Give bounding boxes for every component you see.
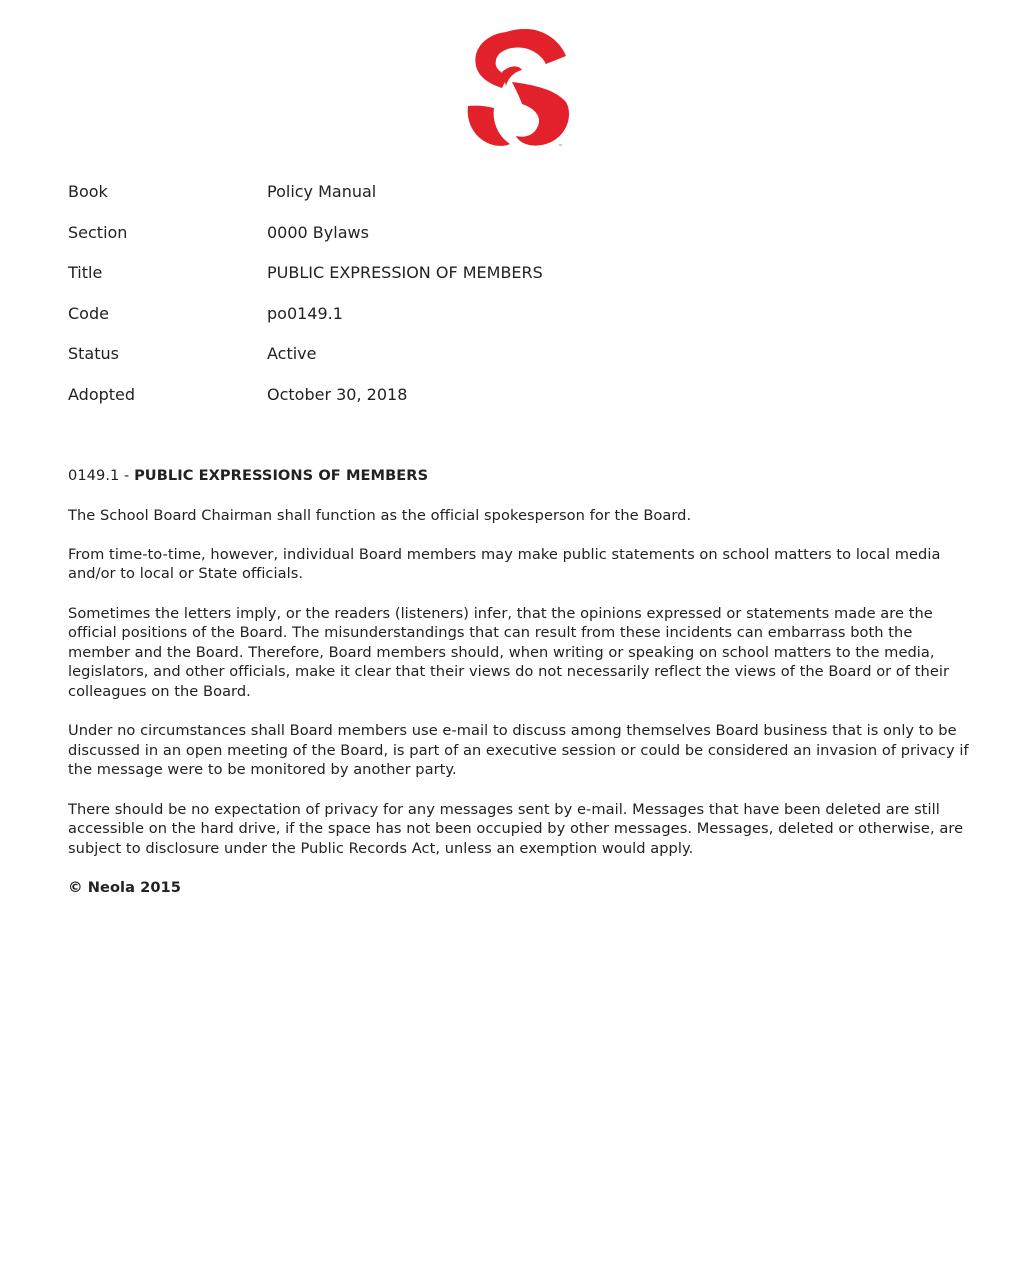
policy-paragraph: Under no circumstances shall Board members use e-mail to discuss among themselves Board business that is only to be discussed in an open meeting of the Board, is part of an executive session or could be considered an invasion of privacy if the message were to be monitored by another party.	[68, 722, 969, 779]
meta-row-code	[68, 303, 948, 344]
meta-row-book	[68, 181, 948, 222]
meta-value: PUBLIC EXPRESSION OF MEMBERS	[267, 263, 543, 283]
meta-label: Section	[68, 222, 128, 242]
meta-label: Code	[68, 303, 109, 323]
meta-row-adopted	[68, 384, 948, 425]
copyright-notice: © Neola 2015	[68, 878, 181, 896]
policy-heading	[68, 466, 978, 486]
trademark-mark: ™	[558, 144, 563, 150]
policy-paragraph: There should be no expectation of privacy for any messages sent by e-mail. Messages that have been deleted are still accessible on the hard drive, if the space has not been occupied by other messages. Messages, deleted or otherwise, are subject to disclosure under the Public Records Act, unless an exemption would apply.	[68, 800, 964, 857]
meta-row-status	[68, 343, 948, 384]
policy-number: 0149.1 -	[68, 467, 135, 484]
policy-metadata	[68, 181, 948, 425]
meta-label: Status	[68, 344, 119, 364]
policy-paragraph: The School Board Chairman shall function as the official spokesperson for the Board.	[68, 506, 692, 524]
district-logo	[462, 26, 574, 152]
meta-value: po0149.1	[267, 303, 343, 323]
meta-row-section	[68, 222, 948, 263]
meta-label: Title	[68, 263, 103, 283]
meta-value: October 30, 2018	[267, 384, 408, 404]
meta-label: Adopted	[68, 384, 136, 404]
meta-value: Active	[267, 344, 317, 364]
meta-row-title	[68, 262, 948, 303]
policy-paragraph: Sometimes the letters imply, or the readers (listeners) infer, that the opinions expressed or statements made are the official positions of the Board. The misunderstandings that can result from these incidents can embarrass both the member and the Board. Therefore, Board members should, when writing or speaking on school matters to the media, legislators, and other officials, make it clear that their views do not necessarily reflect the views of the Board or of their colleagues on the Board.	[68, 604, 950, 700]
meta-value: 0000 Bylaws	[267, 222, 369, 242]
apple-s-logo-icon	[462, 26, 574, 152]
policy-heading-title: PUBLIC EXPRESSIONS OF MEMBERS	[134, 467, 429, 484]
policy-body	[68, 466, 978, 917]
policy-paragraph: From time-to-time, however, individual Board members may make public statements on school matters to local media and/or to local or State officials.	[68, 545, 941, 583]
meta-label: Book	[68, 182, 108, 201]
meta-value: Policy Manual	[267, 182, 377, 201]
